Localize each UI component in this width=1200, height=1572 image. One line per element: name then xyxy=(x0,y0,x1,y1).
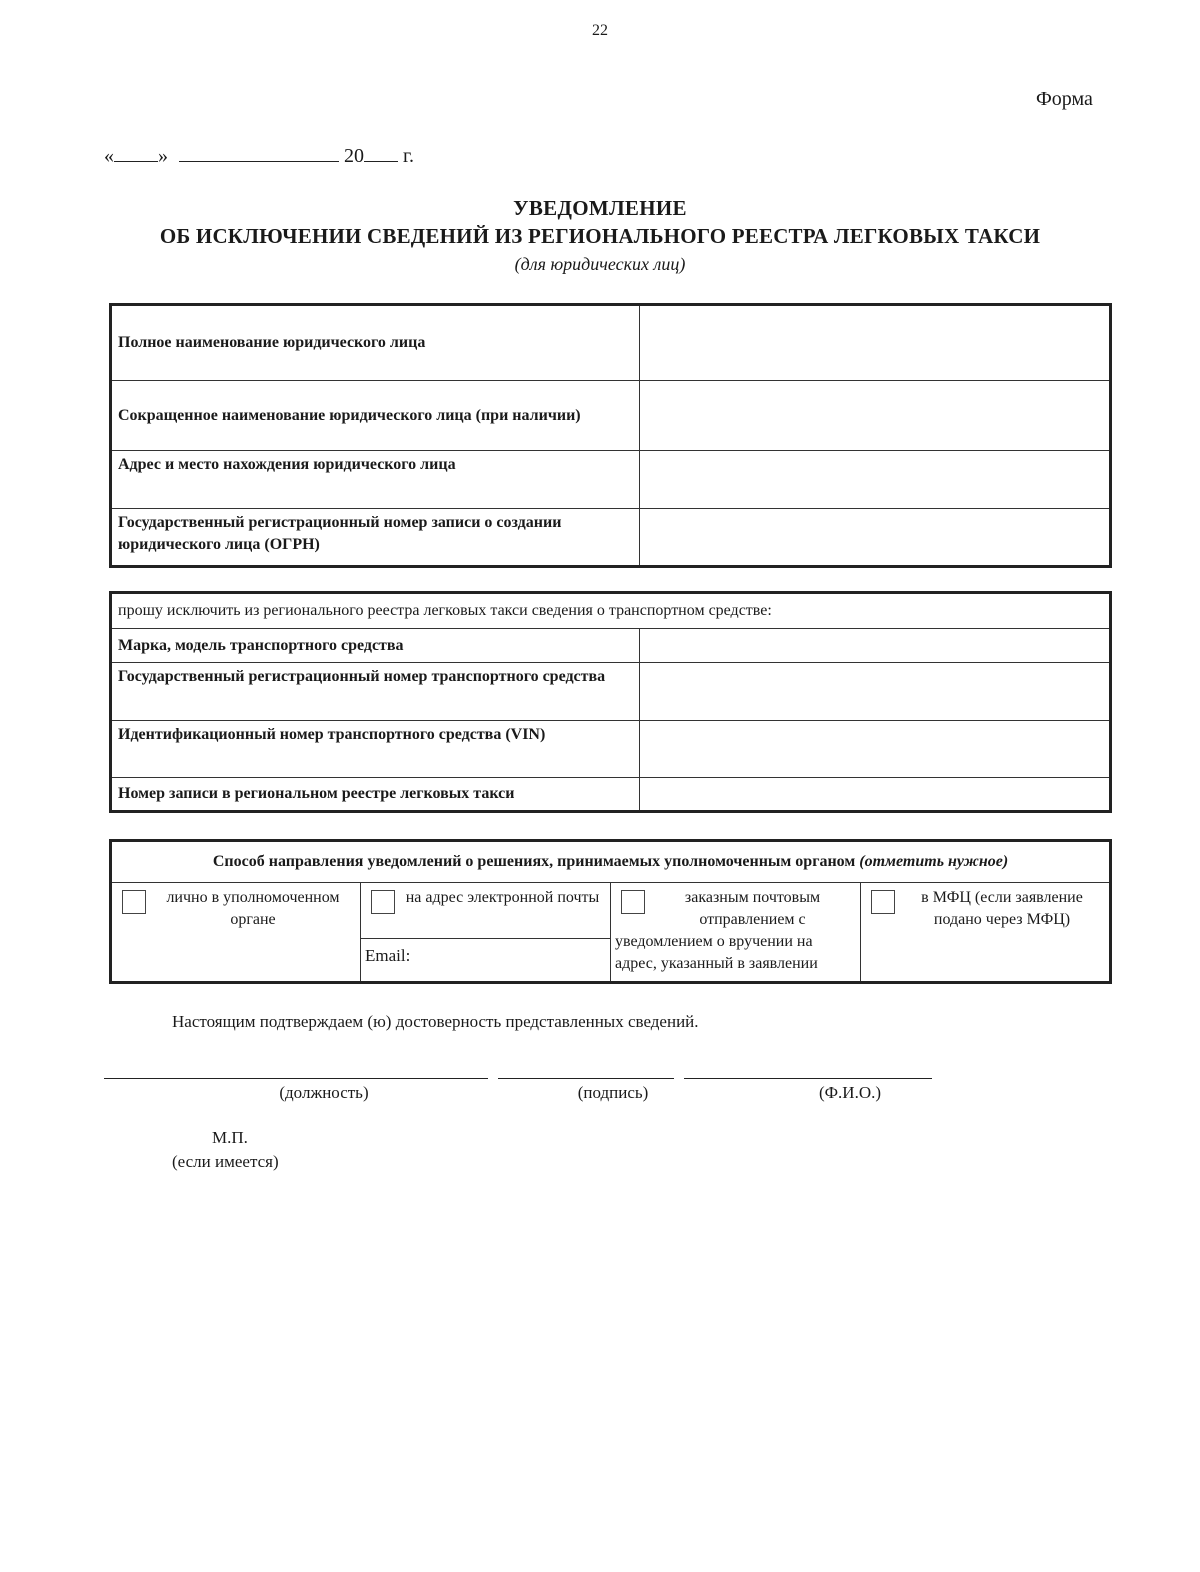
page-number: 22 xyxy=(592,22,608,39)
entity-ogrn-label: Государственный регистрационный номер записи о создании юридического лица (ОГРН) xyxy=(111,509,640,567)
document-subtitle: ОБ ИСКЛЮЧЕНИИ СВЕДЕНИЙ ИЗ РЕГИОНАЛЬНОГО РЕЕСТРА ЛЕГКОВЫХ ТАКСИ xyxy=(159,224,1041,248)
vehicle-registry-number-field[interactable] xyxy=(640,777,1111,811)
mfc-checkbox[interactable] xyxy=(871,890,895,914)
signature-label: (подпись) xyxy=(577,1083,649,1102)
caption-note: (отметить нужное) xyxy=(859,853,1009,870)
option-email[interactable] xyxy=(361,883,611,983)
email-field[interactable] xyxy=(361,938,610,973)
document-title: УВЕДОМЛЕНИЕ xyxy=(513,196,687,220)
form-label: Форма xyxy=(1036,88,1093,110)
date-line xyxy=(104,143,414,168)
name-label: (Ф.И.О.) xyxy=(818,1083,882,1102)
mfc-label: в МФЦ (если заявление подано через МФЦ) xyxy=(921,889,1083,928)
table-row xyxy=(111,381,1111,451)
day-field[interactable] xyxy=(114,143,158,162)
vehicle-table xyxy=(109,591,1112,813)
vehicle-registry-number-label: Номер записи в региональном реестре легковых такси xyxy=(111,777,640,811)
notification-method-table xyxy=(109,839,1112,984)
table-row xyxy=(111,663,1111,720)
entity-full-name-field[interactable] xyxy=(640,305,1111,381)
table-row xyxy=(111,593,1111,629)
notification-method-caption xyxy=(111,841,1111,883)
email-option-label: на адрес электронной почты xyxy=(405,889,600,906)
table-row xyxy=(111,777,1111,811)
registered-mail-label: заказным почтовым отправлением с xyxy=(684,889,821,928)
table-row xyxy=(111,509,1111,567)
date-quote-close: » xyxy=(158,145,168,167)
position-label: (должность) xyxy=(279,1083,369,1102)
option-in-person[interactable] xyxy=(111,883,361,983)
entity-short-name-label: Сокращенное наименование юридического лица (при наличии) xyxy=(111,381,640,451)
email-checkbox[interactable] xyxy=(371,890,395,914)
in-person-label: лично в уполномоченном органе xyxy=(166,889,340,928)
name-line[interactable] xyxy=(684,1078,932,1080)
email-label: Email: xyxy=(365,946,411,965)
in-person-checkbox[interactable] xyxy=(122,890,146,914)
option-registered-mail[interactable] xyxy=(611,883,861,983)
position-line[interactable] xyxy=(104,1078,488,1080)
entity-address-label: Адрес и место нахождения юридического лица xyxy=(111,451,640,509)
table-row xyxy=(111,883,1111,983)
vehicle-vin-field[interactable] xyxy=(640,720,1111,777)
vehicle-plate-label: Государственный регистрационный номер транспортного средства xyxy=(111,663,640,720)
vehicle-make-field[interactable] xyxy=(640,629,1111,663)
table-row xyxy=(111,451,1111,509)
caption-text: Способ направления уведомлений о решениях, принимаемых уполномоченным органом xyxy=(212,853,856,870)
entity-ogrn-field[interactable] xyxy=(640,509,1111,567)
date-quote-open: « xyxy=(104,145,114,167)
table-row xyxy=(111,629,1111,663)
confirmation-text: Настоящим подтверждаем (ю) достоверность представленных сведений. xyxy=(172,1012,699,1031)
document-audience: (для юридических лиц) xyxy=(514,254,686,274)
entity-full-name-label: Полное наименование юридического лица xyxy=(111,305,640,381)
entity-short-name-field[interactable] xyxy=(640,381,1111,451)
year-field[interactable] xyxy=(364,143,398,162)
vehicle-table-header: прошу исключить из регионального реестра легковых такси сведения о транспортном средстве: xyxy=(111,593,1111,629)
option-mfc[interactable] xyxy=(861,883,1111,983)
year-prefix: 20 xyxy=(344,145,364,167)
entity-address-field[interactable] xyxy=(640,451,1111,509)
entity-table xyxy=(109,303,1112,568)
stamp-note: (если имеется) xyxy=(172,1152,279,1171)
month-field[interactable] xyxy=(179,143,339,162)
signature-line[interactable] xyxy=(498,1078,674,1080)
table-row xyxy=(111,305,1111,381)
vehicle-plate-field[interactable] xyxy=(640,663,1111,720)
vehicle-make-label: Марка, модель транспортного средства xyxy=(111,629,640,663)
table-row xyxy=(111,720,1111,777)
stamp-label: М.П. xyxy=(212,1128,248,1147)
vehicle-vin-label: Идентификационный номер транспортного средства (VIN) xyxy=(111,720,640,777)
registered-mail-label-cont: уведомлением о вручении на адрес, указанный в заявлении xyxy=(615,933,818,972)
year-suffix: г. xyxy=(403,145,414,167)
table-row xyxy=(111,841,1111,883)
